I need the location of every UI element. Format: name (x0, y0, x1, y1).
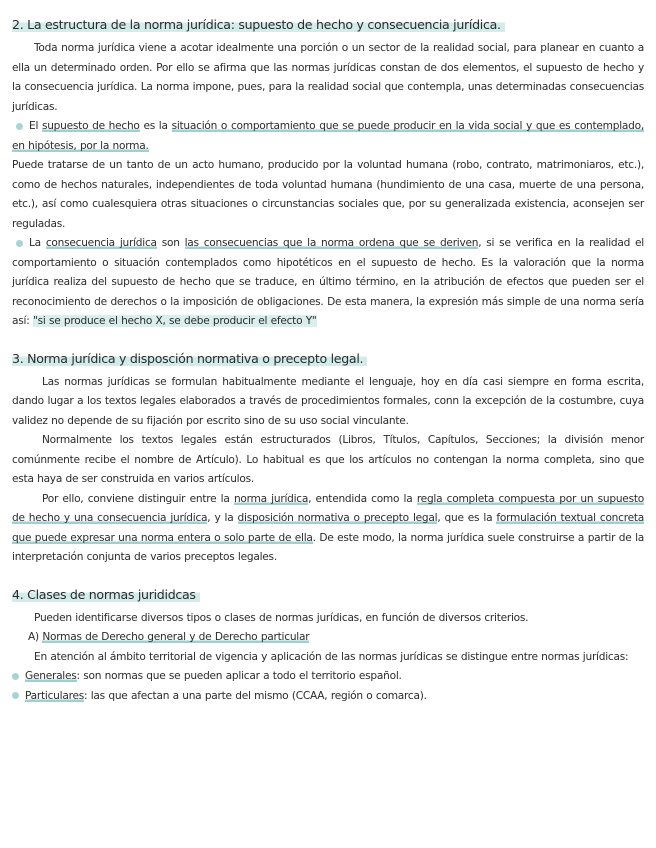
section-3-title: 3. Norma jurídica y disposción normativa o precepto legal. (12, 351, 367, 367)
term-generales: Generales (25, 670, 77, 682)
s4-bullet-particulares: Particulares: las que afectan a una parte del mismo (CCAA, región o comarca). (12, 687, 644, 707)
term-particulares: Particulares (25, 689, 84, 702)
s4-paragraph-1: Pueden identificarse diversos tipos o clases de normas jurídicas, en función de diversos criterios. (34, 611, 529, 624)
definition-disposicion: formulación textual concreta que puede expresar una norma entera o solo parte de ella (12, 512, 644, 544)
definition-supuesto: situación o comportamiento que se puede producir en la vida social y que es contemplado, en hipótesis, por la norma. (12, 120, 644, 152)
section-4-title: 4. Clases de normas jurididcas (12, 587, 200, 603)
bullet-dot-icon (12, 692, 19, 699)
s3-paragraph-1: Las normas jurídicas se formulan habitualmente mediante el lenguaje, hoy en día casi siempre en forma escrita, dando lugar a los textos legales elaborados a través de procedimientos formales, conn la excepción de la costumbre, cuya validez no depende de su fijación por escrito sino de su uso social vinculante. (12, 375, 644, 427)
definition-norma-juridica: regla completa compuesta por un supuesto de hecho y una consecuencia jurídica (12, 492, 644, 524)
subheading-general-particular: Normas de Derecho general y de Derecho particular (42, 631, 310, 643)
s2-bullet-consecuencia: La consecuencia jurídica son las consecuencias que la norma ordena que se deriven, si se verifica en la realidad el comportamiento o situación contemplados como hipotéticos en el supuesto de hecho. Es la valoración que la norma jurídica realiza del supuesto de hecho que se traduce, en último término, en la atribución de efectos que pueden ser el reconocimiento de derechos o la imposición de obligaciones. De esta manera, la expresión más simple de una norma sería así: "si se produce el hecho X, se debe producir el efecto Y" (12, 237, 644, 327)
s4-subheading-a: A) Normas de Derecho general y de Derecho particular (28, 631, 310, 643)
s3-paragraph-3: Por ello, conviene distinguir entre la norma jurídica, entendida como la regla completa compuesta por un supuesto de hecho y una consecuencia jurídica, y la disposición normativa o precepto legal, que es la formulación textual concreta que puede expresar una norma entera o solo parte de ella. De este modo, la norma jurídica suele construirse a partir de la interpretación conjunta de varios preceptos legales. (12, 492, 644, 563)
term-disposicion-normativa: disposición normativa o precepto legal (237, 512, 438, 524)
term-supuesto-de-hecho: supuesto de hecho (41, 120, 140, 132)
s2-examples-paragraph: Puede tratarse de un tanto de un acto humano, producido por la voluntad humana (robo, contrato, matrimoniaros, etc.), como de hechos naturales, independientes de toda voluntad humana (hundimiento de una casa, muerte de una persona, etc.), así como cualesquiera otras situaciones o circunstancias sociales que, por su generalizada existencia, aconsejen ser reguladas. (12, 159, 644, 230)
section-4 (12, 584, 644, 707)
s2-bullet-supuesto: El supuesto de hecho es la situación o comportamiento que se puede producir en la vida social y que es contemplado, en hipótesis, por la norma. (12, 120, 644, 152)
definition-consecuencia: las consecuencias que la norma ordena que se deriven (184, 237, 479, 249)
section-2-title: 2. La estructura de la norma jurídica: supuesto de hecho y consecuencia jurídica. (12, 17, 505, 33)
term-norma-juridica: norma jurídica (233, 492, 309, 505)
s3-paragraph-2: Normalmente los textos legales están estructurados (Libros, Títulos, Capítulos, Secciones; la división menor comúnmente recibe el nombre de Artículo). Lo habitual es que los artículos no contengan la norma completa, sino que esta haya de ser construida en varios artículos. (12, 434, 644, 485)
term-consecuencia-juridica: consecuencia jurídica (45, 237, 157, 249)
bullet-dot-icon (16, 240, 23, 247)
s4-bullet-generales: Generales: son normas que se pueden aplicar a todo el territorio español. (12, 667, 644, 687)
bullet-dot-icon (12, 673, 19, 680)
s2-intro-paragraph: Toda norma jurídica viene a acotar idealmente una porción o un sector de la realidad social, para planear en cuanto a ella un determinado orden. Por ello se afirma que las normas jurídicas constan de dos elementos, el supuesto de hecho y la consecuencia jurídica. La norma impone, pues, para la realidad social que contempla, unas determinadas consecuencias jurídicas. (12, 42, 644, 113)
s4-paragraph-2: En atención al ámbito territorial de vigencia y aplicación de las normas jurídicas se distingue entre normas jurídicas: (34, 650, 629, 663)
bullet-dot-icon (16, 123, 23, 130)
norm-formula-quote: "si se produce el hecho X, se debe producir el efecto Y" (32, 315, 317, 327)
section-3 (12, 348, 644, 568)
